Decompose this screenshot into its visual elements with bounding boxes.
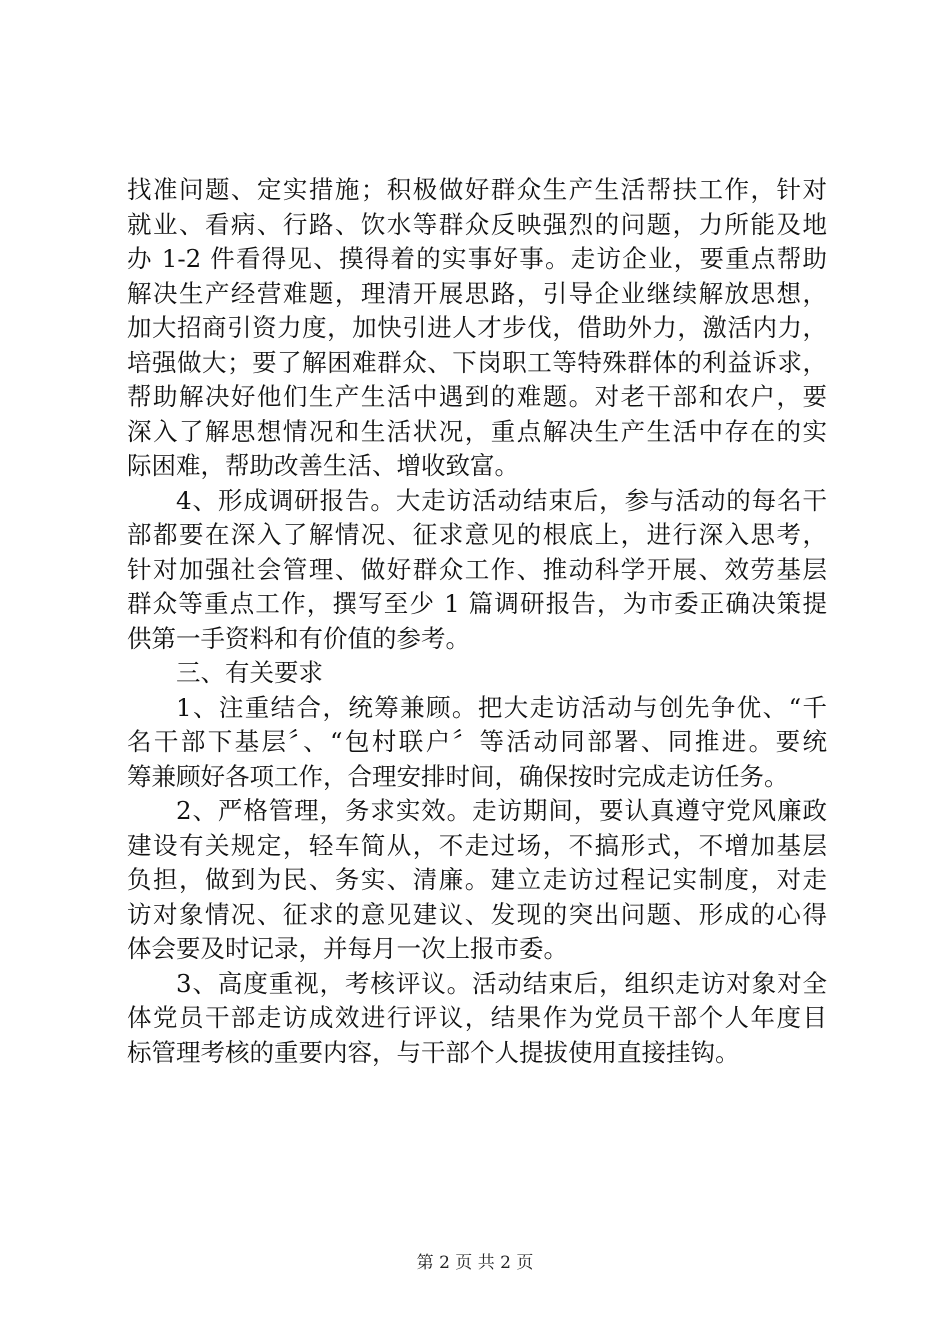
text-line: 找准问题、定实措施；积极做好群众生产生活帮扶工作，针对: [127, 175, 827, 204]
text-line: 1、注重结合，统筹兼顾。把大走访活动与创先争优、“千: [176, 692, 827, 722]
text-line: 标管理考核的重要内容，与干部个人提拔使用直接挂钩。: [127, 1037, 740, 1067]
text-line: 际困难，帮助改善生活、增收致富。: [127, 451, 519, 480]
page-footer: 第 2 页 共 2 页: [416, 1253, 534, 1273]
text-line: 体会要及时记录，并每月一次上报市委。: [127, 934, 568, 963]
document-body: [127, 173, 827, 1070]
text-line: 3、高度重视，考核评议。活动结束后，组织走访对象对全: [176, 968, 827, 998]
text-line: 帮助解决好他们生产生活中遇到的难题。对老干部和农户，要: [127, 382, 827, 411]
text-line: 名干部下基层〞、“包村联户〞等活动同部署、同推进。要统: [127, 727, 827, 756]
text-line: 体党员干部走访成效进行评议，结果作为党员干部个人年度目: [127, 1003, 827, 1032]
text-line: 群众等重点工作，撰写至少 1 篇调研报告，为市委正确决策提: [127, 589, 827, 618]
text-line: 培强做大；要了解困难群众、下岗职工等特殊群体的利益诉求，: [127, 347, 827, 377]
text-line: 负担，做到为民、务实、清廉。建立走访过程记实制度，对走: [127, 865, 827, 894]
text-line: 筹兼顾好各项工作，合理安排时间，确保按时完成走访任务。: [127, 761, 789, 791]
text-line: 解决生产经营难题，理清开展思路，引导企业继续解放思想，: [127, 278, 827, 308]
text-line: 三、有关要求: [176, 658, 323, 687]
text-line: 就业、看病、行路、饮水等群众反映强烈的问题，力所能及地: [127, 209, 827, 239]
text-line: 加大招商引资力度，加快引进人才步伐，借助外力，激活内力，: [127, 313, 827, 342]
text-line: 部都要在深入了解情况、征求意见的根底上，进行深入思考，: [127, 520, 827, 549]
text-line: 深入了解思想情况和生活状况，重点解决生产生活中存在的实: [127, 416, 827, 446]
text-line: 供第一手资料和有价值的参考。: [127, 623, 470, 653]
text-line: 访对象情况、征求的意见建议、发现的突出问题、形成的心得: [127, 899, 827, 929]
text-line: 针对加强社会管理、做好群众工作、推动科学开展、效劳基层: [127, 554, 827, 584]
text-line: 4、形成调研报告。大走访活动结束后，参与活动的每名干: [176, 485, 827, 515]
text-line: 建设有关规定，轻车简从，不走过场，不搞形式，不增加基层: [127, 830, 827, 860]
text-line: 2、严格管理，务求实效。走访期间，要认真遵守党风廉政: [176, 796, 827, 825]
text-line: 办 1-2 件看得见、摸得着的实事好事。走访企业，要重点帮助: [127, 244, 827, 273]
